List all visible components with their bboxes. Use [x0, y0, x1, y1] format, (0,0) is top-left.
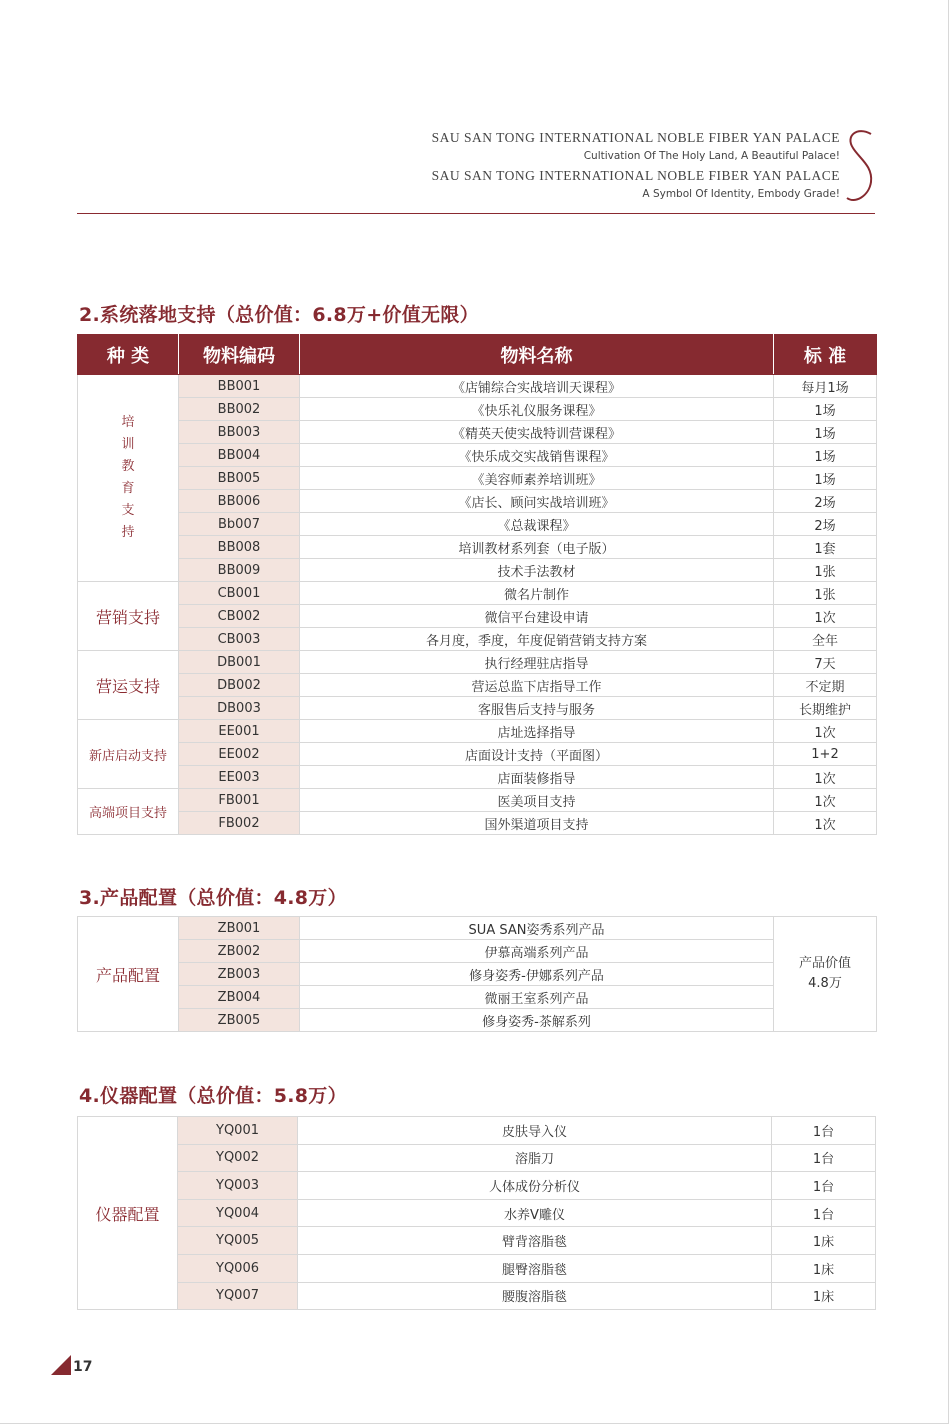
material-code: BB002 [179, 398, 300, 421]
standard: 1张 [774, 582, 877, 605]
table-row [78, 375, 877, 398]
material-code: EE003 [179, 766, 300, 789]
category-cell: 高端项目支持 [78, 789, 179, 835]
material-name: 臂背溶脂毯 [298, 1227, 772, 1255]
table-row [78, 582, 877, 605]
material-code: ZB005 [179, 1009, 300, 1032]
product-value-cell [774, 917, 877, 1032]
section-3-title: 3.产品配置（总价值：4.8万） [79, 887, 347, 909]
product-value-amount: 4.8万 [808, 976, 842, 991]
standard: 1场 [774, 467, 877, 490]
category-char: 持 [121, 525, 135, 540]
table-row [78, 674, 877, 697]
material-code: YQ002 [178, 1144, 298, 1172]
header-line-4: A Symbol Of Identity, Embody Grade! [642, 188, 840, 200]
material-code: DB001 [179, 651, 300, 674]
material-code: BB006 [179, 490, 300, 513]
material-code: BB004 [179, 444, 300, 467]
material-name: 医美项目支持 [300, 789, 774, 812]
material-name: 培训教材系列套（电子版） [300, 536, 774, 559]
material-name: 《总裁课程》 [300, 513, 774, 536]
standard: 1次 [774, 789, 877, 812]
standard: 1床 [772, 1254, 876, 1282]
instrument-config-body [78, 1117, 876, 1310]
material-name: 溶脂刀 [298, 1144, 772, 1172]
table-row [78, 398, 877, 421]
material-code: ZB003 [179, 963, 300, 986]
standard: 7天 [774, 651, 877, 674]
material-name: 腿臀溶脂毯 [298, 1254, 772, 1282]
material-name: 腰腹溶脂毯 [298, 1282, 772, 1310]
material-code: CB002 [179, 605, 300, 628]
table-row [78, 789, 877, 812]
standard: 全年 [774, 628, 877, 651]
product-config-table [77, 916, 877, 1032]
table-row [78, 1282, 876, 1310]
system-support-body [78, 375, 877, 835]
section-2-title: 2.系统落地支持（总价值：6.8万+价值无限） [79, 304, 479, 326]
material-name: 人体成份分析仪 [298, 1172, 772, 1200]
material-code: YQ007 [178, 1282, 298, 1310]
material-code: CB001 [179, 582, 300, 605]
material-code: FB002 [179, 812, 300, 835]
material-name: 皮肤导入仪 [298, 1117, 772, 1145]
standard: 长期维护 [774, 697, 877, 720]
category-char: 教 [121, 459, 135, 474]
standard: 2场 [774, 490, 877, 513]
standard: 1场 [774, 421, 877, 444]
table-row [78, 444, 877, 467]
material-code: BB008 [179, 536, 300, 559]
category-cell: 营运支持 [78, 651, 179, 720]
material-code: YQ001 [178, 1117, 298, 1145]
table-row [78, 1009, 877, 1032]
product-value-label: 产品价值 [798, 956, 851, 971]
table-row [78, 720, 877, 743]
material-name: 店址选择指导 [300, 720, 774, 743]
standard: 每月1场 [774, 375, 877, 398]
table-row [78, 1227, 876, 1255]
table-row [78, 1199, 876, 1227]
material-name: 水养V雕仪 [298, 1199, 772, 1227]
material-code: BB009 [179, 559, 300, 582]
system-support-table [77, 334, 877, 835]
standard: 1场 [774, 398, 877, 421]
material-name: 技术手法教材 [300, 559, 774, 582]
material-code: EE002 [179, 743, 300, 766]
standard: 1床 [772, 1282, 876, 1310]
standard: 1次 [774, 720, 877, 743]
material-code: ZB002 [179, 940, 300, 963]
standard: 不定期 [774, 674, 877, 697]
material-code: BB001 [179, 375, 300, 398]
material-name: 微名片制作 [300, 582, 774, 605]
header-line-3: SAU SAN TONG INTERNATIONAL NOBLE FIBER YAN PALACE [431, 168, 840, 183]
material-code: BB005 [179, 467, 300, 490]
standard: 1床 [772, 1227, 876, 1255]
material-code: CB003 [179, 628, 300, 651]
table-row [78, 1172, 876, 1200]
table-row [78, 1117, 876, 1145]
header-line-2: Cultivation Of The Holy Land, A Beautiful Palace! [583, 150, 840, 162]
col-header-standard: 标 准 [774, 335, 877, 375]
page-corner-triangle-icon [51, 1355, 71, 1375]
table-row [78, 651, 877, 674]
material-code: EE001 [179, 720, 300, 743]
table-row [78, 628, 877, 651]
material-name: 《快乐成交实战销售课程》 [300, 444, 774, 467]
table-row [78, 766, 877, 789]
category-char: 育 [121, 481, 135, 496]
material-name: 各月度，季度，年度促销营销支持方案 [300, 628, 774, 651]
material-code: DB002 [179, 674, 300, 697]
table-row [78, 490, 877, 513]
material-code: YQ005 [178, 1227, 298, 1255]
s-logo-icon [843, 128, 879, 208]
material-name: 修身姿秀-伊娜系列产品 [300, 963, 774, 986]
table-row [78, 986, 877, 1009]
category-cell: 仪器配置 [78, 1117, 178, 1310]
standard: 1套 [774, 536, 877, 559]
table-header-row [78, 335, 877, 375]
material-name: 《美容师素养培训班》 [300, 467, 774, 490]
standard: 2场 [774, 513, 877, 536]
material-code: YQ004 [178, 1199, 298, 1227]
standard: 1张 [774, 559, 877, 582]
table-row [78, 697, 877, 720]
table-row [78, 812, 877, 835]
standard: 1场 [774, 444, 877, 467]
table-row [78, 559, 877, 582]
category-char: 训 [121, 437, 135, 452]
material-code: Bb007 [179, 513, 300, 536]
table-row [78, 1254, 876, 1282]
material-name: 微信平台建设申请 [300, 605, 774, 628]
table-row [78, 963, 877, 986]
material-name: 修身姿秀-茶解系列 [300, 1009, 774, 1032]
table-row [78, 1144, 876, 1172]
col-header-code: 物料编码 [179, 335, 300, 375]
table-row [78, 940, 877, 963]
standard: 1台 [772, 1117, 876, 1145]
material-code: YQ006 [178, 1254, 298, 1282]
material-name: 《精英天使实战特训营课程》 [300, 421, 774, 444]
standard: 1次 [774, 766, 877, 789]
section-4-title: 4.仪器配置（总价值：5.8万） [79, 1085, 347, 1107]
material-code: BB003 [179, 421, 300, 444]
category-cell [78, 375, 179, 582]
category-cell: 新店启动支持 [78, 720, 179, 789]
category-char: 支 [121, 503, 135, 518]
material-name: 店面装修指导 [300, 766, 774, 789]
material-name: 《快乐礼仪服务课程》 [300, 398, 774, 421]
material-code: FB001 [179, 789, 300, 812]
standard: 1次 [774, 605, 877, 628]
material-name: 客服售后支持与服务 [300, 697, 774, 720]
table-row [78, 513, 877, 536]
product-config-body [78, 917, 877, 1032]
material-name: 店面设计支持（平面图） [300, 743, 774, 766]
table-row [78, 536, 877, 559]
table-row [78, 917, 877, 940]
standard: 1次 [774, 812, 877, 835]
page-number: 17 [73, 1359, 93, 1375]
standard: 1+2 [774, 743, 877, 766]
col-header-category: 种 类 [78, 335, 179, 375]
material-name: 微丽王室系列产品 [300, 986, 774, 1009]
header-line-1: SAU SAN TONG INTERNATIONAL NOBLE FIBER YAN PALACE [431, 130, 840, 145]
material-name: 《店长、顾问实战培训班》 [300, 490, 774, 513]
table-row [78, 421, 877, 444]
table-row [78, 605, 877, 628]
material-name: 营运总监下店指导工作 [300, 674, 774, 697]
standard: 1台 [772, 1144, 876, 1172]
brand-header [432, 128, 840, 204]
instrument-config-table [77, 1116, 876, 1310]
category-char: 培 [121, 415, 135, 430]
material-name: 《店铺综合实战培训天课程》 [300, 375, 774, 398]
material-name: 伊慕高端系列产品 [300, 940, 774, 963]
material-name: 执行经理驻店指导 [300, 651, 774, 674]
material-code: ZB004 [179, 986, 300, 1009]
material-code: DB003 [179, 697, 300, 720]
material-name: 国外渠道项目支持 [300, 812, 774, 835]
material-name: SUA SAN姿秀系列产品 [300, 917, 774, 940]
table-row [78, 467, 877, 490]
category-cell: 营销支持 [78, 582, 179, 651]
material-code: YQ003 [178, 1172, 298, 1200]
standard: 1台 [772, 1199, 876, 1227]
material-code: ZB001 [179, 917, 300, 940]
standard: 1台 [772, 1172, 876, 1200]
header-divider [77, 213, 875, 214]
table-row [78, 743, 877, 766]
col-header-name: 物料名称 [300, 335, 774, 375]
category-cell: 产品配置 [78, 917, 179, 1032]
